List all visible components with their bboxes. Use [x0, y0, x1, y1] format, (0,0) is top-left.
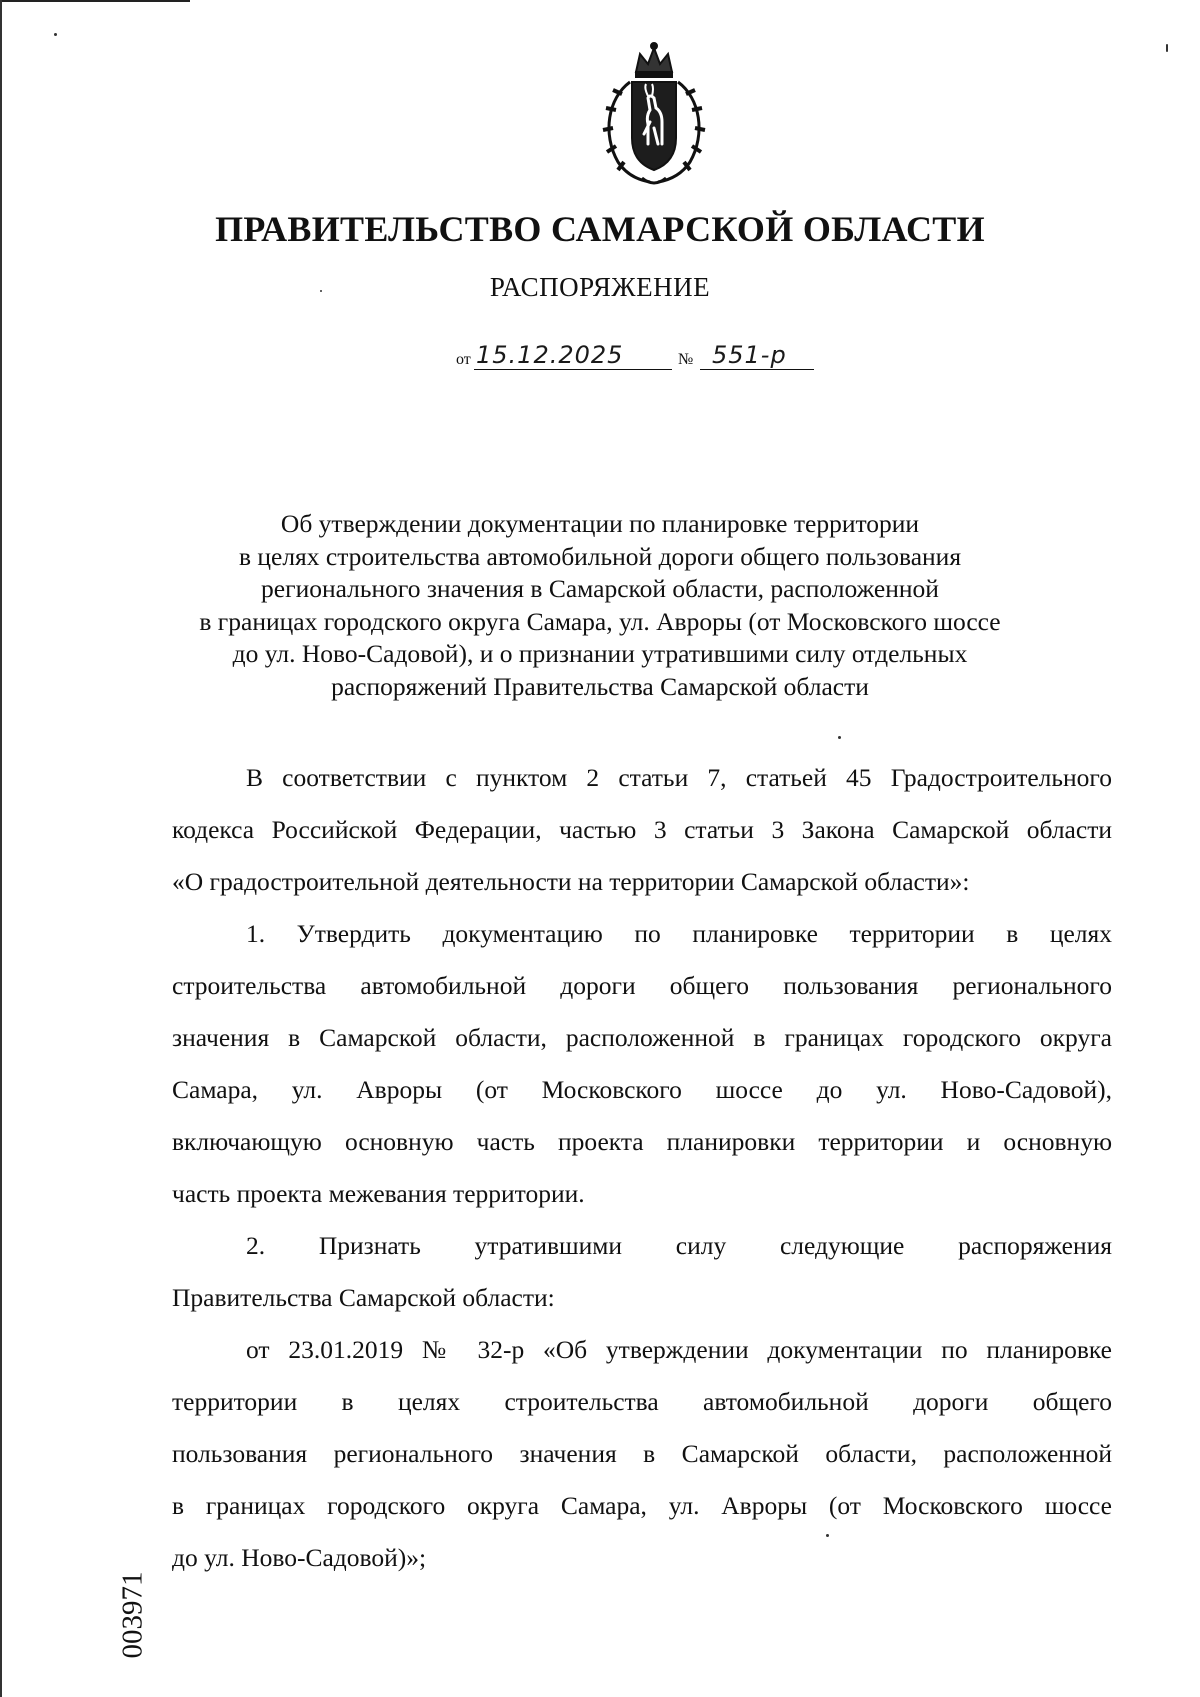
- item-1: [172, 908, 1112, 1220]
- scan-speck: [1166, 44, 1168, 52]
- government-title: ПРАВИТЕЛЬСТВО САМАРСКОЙ ОБЛАСТИ: [215, 209, 985, 249]
- repealed-order-line: от 23.01.2019 № 32-р «Об утверждении документации по планировке: [246, 1335, 1112, 1364]
- date-label: от: [456, 351, 471, 368]
- preamble: [172, 752, 1112, 908]
- date-underline: [474, 369, 672, 370]
- repealed-order-line: в границах городского округа Самара, ул. Авроры (от Московского шоссе: [172, 1491, 1112, 1520]
- number-label: №: [678, 351, 694, 368]
- repealed-order-line: пользования регионального значения в Самарской области, расположенной: [172, 1439, 1112, 1468]
- scan-speck: [838, 736, 841, 739]
- subject-line: до ул. Ново-Садовой), и о признании утратившими силу отдельных: [232, 639, 968, 668]
- item-1-line: Самара, ул. Авроры (от Московского шоссе до ул. Ново-Садовой),: [172, 1075, 1112, 1104]
- registration-number: [118, 1555, 148, 1675]
- subject-line: Об утверждении документации по планировке территории: [280, 509, 920, 538]
- item-2-line: 2. Признать утратившими силу следующие распоряжения: [246, 1231, 1112, 1260]
- subject-line: регионального значения в Самарской области, расположенной: [261, 574, 939, 603]
- preamble-line: «О градостроительной деятельности на территории Самарской области»:: [172, 867, 970, 896]
- preamble-line: кодекса Российской Федерации, частью 3 статьи 3 Закона Самарской области: [172, 815, 1112, 844]
- date-number-line: [456, 334, 856, 374]
- item-1-line: часть проекта межевания территории.: [172, 1179, 585, 1208]
- scan-speck: [54, 33, 57, 36]
- item-1-line: 1. Утвердить документацию по планировке территории в целях: [246, 919, 1112, 948]
- scan-border-top: [0, 0, 190, 2]
- item-2-repealed-order: [172, 1324, 1112, 1584]
- scan-border-left: [0, 0, 2, 1697]
- coat-of-arms-icon: [592, 38, 716, 188]
- number-underline: [700, 369, 814, 370]
- document-subject: [160, 508, 1040, 703]
- repealed-order-line: до ул. Ново-Садовой)»;: [172, 1543, 427, 1572]
- preamble-line: В соответствии с пунктом 2 статьи 7, статьей 45 Градостроительного: [246, 763, 1112, 792]
- item-2: [172, 1220, 1112, 1324]
- document-type: РАСПОРЯЖЕНИЕ: [489, 272, 711, 302]
- subject-line: распоряжений Правительства Самарской области: [331, 671, 869, 701]
- registration-number-text: 003971: [116, 1571, 149, 1659]
- item-1-line: включающую основную часть проекта планировки территории и основную: [172, 1127, 1112, 1156]
- subject-line: в границах городского округа Самара, ул. Авроры (от Московского шоссе: [199, 606, 1001, 636]
- item-1-line: строительства автомобильной дороги общего пользования регионального: [172, 971, 1112, 1000]
- repealed-order-line: территории в целях строительства автомобильной дороги общего: [172, 1387, 1112, 1416]
- item-1-line: значения в Самарской области, расположенной в границах городского округа: [172, 1023, 1112, 1052]
- item-2-line: Правительства Самарской области:: [172, 1283, 555, 1312]
- handwritten-number: 551-р: [712, 341, 787, 369]
- subject-line: в целях строительства автомобильной дороги общего пользования: [238, 541, 962, 571]
- handwritten-date: 15.12.2025: [476, 341, 624, 369]
